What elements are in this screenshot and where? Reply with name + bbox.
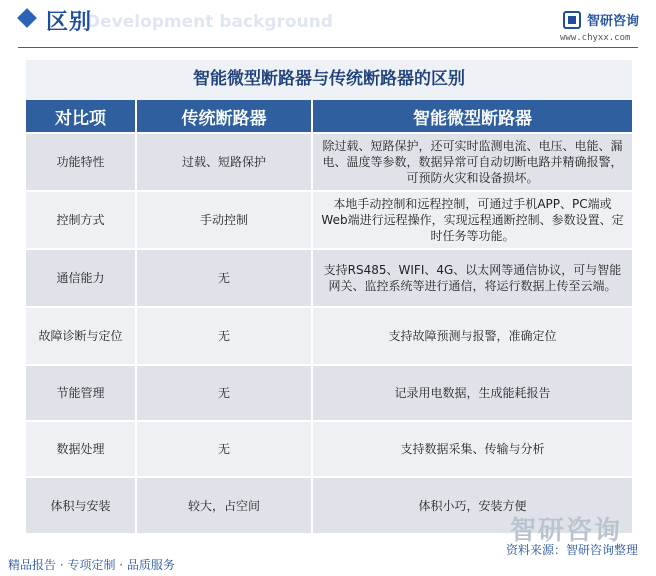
row-item: 节能管理 bbox=[26, 365, 136, 421]
footer-slogan: 精品报告 · 专项定制 · 品质服务 bbox=[8, 558, 175, 572]
table-header-row bbox=[26, 100, 632, 133]
row-item: 功能特性 bbox=[26, 133, 136, 191]
logo-url: www.chyxx.com bbox=[560, 33, 631, 43]
row-traditional: 无 bbox=[136, 249, 312, 307]
table-row bbox=[26, 421, 632, 477]
watermark: 智研咨询 bbox=[510, 516, 623, 546]
header-divider bbox=[18, 47, 638, 48]
row-traditional: 较大，占空间 bbox=[136, 477, 312, 533]
table-title: 智能微型断路器与传统断路器的区别 bbox=[193, 69, 465, 89]
row-traditional: 无 bbox=[136, 307, 312, 365]
row-item: 通信能力 bbox=[26, 249, 136, 307]
row-smart: 除过载、短路保护，还可实时监测电流、电压、电能、漏电、温度等参数，数据异常可自动切断电路并精确报警，可预防火灾和设备损坏。 bbox=[312, 133, 632, 191]
header-item: 对比项 bbox=[26, 100, 136, 133]
row-smart: 支持数据采集、传输与分析 bbox=[312, 421, 632, 477]
table-row bbox=[26, 307, 632, 365]
row-item: 控制方式 bbox=[26, 191, 136, 249]
row-smart: 本地手动控制和远程控制，可通过手机APP、PC端或Web端进行远程操作，实现远程通断控制、参数设置、定时任务等功能。 bbox=[312, 191, 632, 249]
row-item: 故障诊断与定位 bbox=[26, 307, 136, 365]
footer-source: 资料来源：智研咨询整理 bbox=[506, 543, 639, 557]
header-traditional: 传统断路器 bbox=[136, 100, 312, 133]
row-item: 体积与安装 bbox=[26, 477, 136, 533]
table-row bbox=[26, 365, 632, 421]
row-smart: 支持故障预测与报警，准确定位 bbox=[312, 307, 632, 365]
table-row bbox=[26, 133, 632, 191]
row-traditional: 手动控制 bbox=[136, 191, 312, 249]
row-traditional: 过载、短路保护 bbox=[136, 133, 312, 191]
comparison-panel bbox=[26, 60, 632, 530]
row-traditional: 无 bbox=[136, 421, 312, 477]
diamond-icon bbox=[17, 8, 37, 28]
section-title: 区别 bbox=[46, 10, 93, 35]
row-smart: 记录用电数据，生成能耗报告 bbox=[312, 365, 632, 421]
logo-icon bbox=[563, 11, 581, 29]
logo-name: 智研咨询 bbox=[587, 14, 640, 29]
row-traditional: 无 bbox=[136, 365, 312, 421]
row-item: 数据处理 bbox=[26, 421, 136, 477]
background-text: Development background bbox=[86, 12, 333, 32]
row-smart: 体积小巧，安装方便 bbox=[312, 477, 632, 533]
row-smart: 支持RS485、WIFI、4G、以太网等通信协议，可与智能网关、监控系统等进行通信，将运行数据上传至云端。 bbox=[312, 249, 632, 307]
comparison-table bbox=[26, 100, 632, 533]
table-row bbox=[26, 249, 632, 307]
header-smart: 智能微型断路器 bbox=[312, 100, 632, 133]
header bbox=[0, 0, 656, 46]
table-row bbox=[26, 191, 632, 249]
